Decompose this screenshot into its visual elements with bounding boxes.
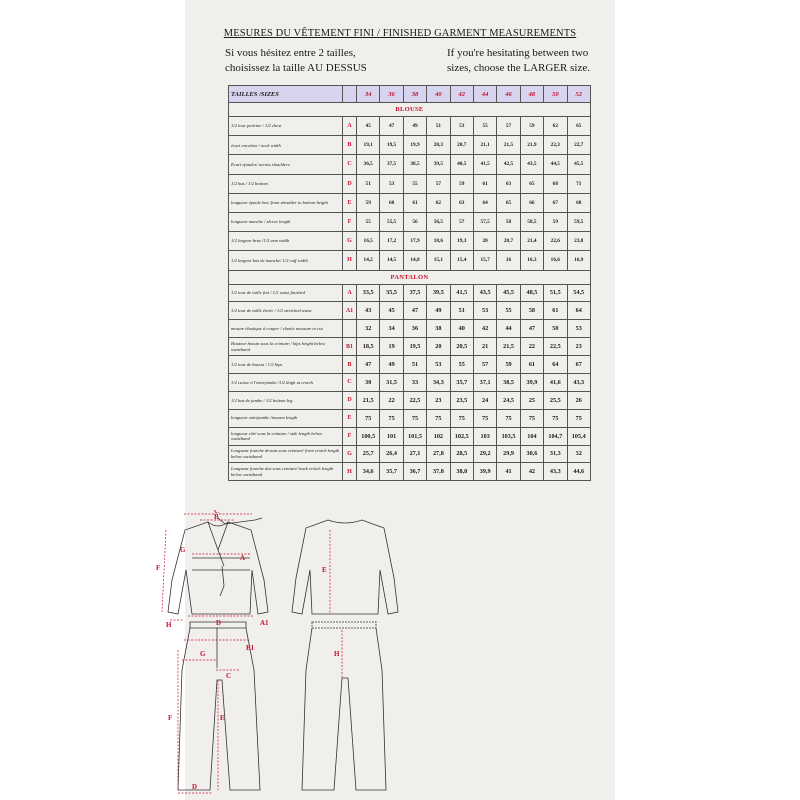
measure-value: 61 xyxy=(520,356,543,374)
measure-value: 75 xyxy=(473,409,496,427)
measure-value: 26 xyxy=(567,391,590,409)
measure-value: 75 xyxy=(497,409,520,427)
measure-value: 41,5 xyxy=(450,284,473,302)
measure-label: 1/2 tour de taille étirée / 1/2 stretched waist xyxy=(229,302,343,320)
measure-value: 19,1 xyxy=(357,136,380,155)
measure-value: 105,4 xyxy=(567,427,590,445)
measure-value: 53 xyxy=(450,117,473,136)
measure-value: 19,9 xyxy=(403,136,426,155)
table-row xyxy=(229,445,591,463)
measure-value: 42,5 xyxy=(497,155,520,174)
measure-value: 64 xyxy=(473,193,496,212)
measure-value: 61 xyxy=(403,193,426,212)
measure-value: 40 xyxy=(450,320,473,338)
measure-value: 75 xyxy=(520,409,543,427)
measure-value: 60 xyxy=(380,193,403,212)
measure-value: 16,9 xyxy=(567,251,590,270)
label-h-pant: H xyxy=(334,650,340,658)
measure-label: 1/2 tour de taille fini / 1/2 waist finished xyxy=(229,284,343,302)
measure-value: 47 xyxy=(520,320,543,338)
label-a1: A1 xyxy=(260,619,269,627)
measure-value: 24,5 xyxy=(497,391,520,409)
measure-value: 17,9 xyxy=(403,232,426,251)
measure-value: 33 xyxy=(403,373,426,391)
table-row xyxy=(229,212,591,231)
measure-value: 31,3 xyxy=(544,445,567,463)
measure-value: 19,3 xyxy=(450,232,473,251)
measure-letter: F xyxy=(343,427,357,445)
measure-value: 103 xyxy=(473,427,496,445)
header-letter-cell xyxy=(343,86,357,103)
measure-value: 14,5 xyxy=(380,251,403,270)
measure-value: 67 xyxy=(544,193,567,212)
measure-value: 39,5 xyxy=(427,155,450,174)
measure-value: 49 xyxy=(403,117,426,136)
table-row xyxy=(229,356,591,374)
measure-letter: B xyxy=(343,136,357,155)
measure-value: 25,7 xyxy=(357,445,380,463)
measure-letter: A xyxy=(343,284,357,302)
measure-value: 104,7 xyxy=(544,427,567,445)
measure-value: 100,5 xyxy=(357,427,380,445)
label-e-pant: E xyxy=(220,714,225,722)
measure-value: 57 xyxy=(450,212,473,231)
measure-value: 75 xyxy=(450,409,473,427)
measure-value: 15,4 xyxy=(450,251,473,270)
measure-value: 50 xyxy=(544,320,567,338)
measure-label: mesure élastique à couper / elastic measure to cut xyxy=(229,320,343,338)
measure-value: 62 xyxy=(544,117,567,136)
measure-value: 57 xyxy=(497,117,520,136)
table-row xyxy=(229,320,591,338)
measure-value: 19,5 xyxy=(380,136,403,155)
measure-value: 23,8 xyxy=(567,232,590,251)
label-g: G xyxy=(180,546,186,554)
measure-label: longueur manche / sleeve length xyxy=(229,212,343,231)
measure-value: 104 xyxy=(520,427,543,445)
measure-value: 71 xyxy=(567,174,590,193)
measure-value: 47 xyxy=(380,117,403,136)
measure-letter: H xyxy=(343,251,357,270)
measure-value: 14,2 xyxy=(357,251,380,270)
table-row xyxy=(229,117,591,136)
measure-value: 55 xyxy=(403,174,426,193)
table-row xyxy=(229,284,591,302)
measure-label: longueur côté sous la ceinture / side length below waistband xyxy=(229,427,343,445)
measure-value: 55 xyxy=(450,356,473,374)
measure-label: longueur entrejambe /inseam length xyxy=(229,409,343,427)
measure-value: 45,5 xyxy=(567,155,590,174)
measure-value: 53 xyxy=(427,356,450,374)
measure-value: 66 xyxy=(520,193,543,212)
table-row xyxy=(229,427,591,445)
measure-value: 16,5 xyxy=(357,232,380,251)
measure-letter: F xyxy=(343,212,357,231)
measure-value: 75 xyxy=(357,409,380,427)
section-title: PANTALON xyxy=(229,270,591,284)
measure-value: 22,5 xyxy=(544,338,567,356)
measure-value: 57,5 xyxy=(473,212,496,231)
measure-letter: C xyxy=(343,373,357,391)
measure-label: 1/2 cuisse à l'entrejambe /1/2 thigh at crotch xyxy=(229,373,343,391)
measure-value: 15,7 xyxy=(473,251,496,270)
measure-letter: A xyxy=(343,117,357,136)
measure-value: 51 xyxy=(403,356,426,374)
measure-value: 16 xyxy=(497,251,520,270)
measure-value: 53 xyxy=(567,320,590,338)
measure-value: 34,3 xyxy=(427,373,450,391)
measure-value: 75 xyxy=(544,409,567,427)
measure-value: 40,5 xyxy=(450,155,473,174)
table-row xyxy=(229,136,591,155)
measure-value: 18,6 xyxy=(427,232,450,251)
size-48: 48 xyxy=(520,86,543,103)
measure-letter: D xyxy=(343,174,357,193)
table-row xyxy=(229,155,591,174)
measure-value: 44 xyxy=(497,320,520,338)
label-h: H xyxy=(166,621,172,629)
measure-value: 101,5 xyxy=(403,427,426,445)
measure-letter: G xyxy=(343,232,357,251)
measure-value: 59,5 xyxy=(567,212,590,231)
measure-value: 58,5 xyxy=(520,212,543,231)
measure-value: 43,5 xyxy=(473,284,496,302)
measure-value: 49 xyxy=(380,356,403,374)
label-f: F xyxy=(156,564,161,572)
table-row xyxy=(229,463,591,481)
table-row xyxy=(229,338,591,356)
size-36: 36 xyxy=(380,86,403,103)
table-row xyxy=(229,373,591,391)
measure-value: 54,5 xyxy=(567,284,590,302)
measure-value: 31,5 xyxy=(380,373,403,391)
measure-value: 36 xyxy=(403,320,426,338)
measure-value: 68 xyxy=(544,174,567,193)
measure-value: 55 xyxy=(357,212,380,231)
measure-value: 47 xyxy=(357,356,380,374)
measure-label: Ecart épaules/ across shoulders xyxy=(229,155,343,174)
measure-label: 1/2 largeur bras /1/2 arm width xyxy=(229,232,343,251)
measure-value: 25,5 xyxy=(544,391,567,409)
measure-value: 33,5 xyxy=(357,284,380,302)
size-44: 44 xyxy=(473,86,496,103)
label-g-pant: G xyxy=(200,650,206,658)
measure-value: 61 xyxy=(473,174,496,193)
measure-value: 21,1 xyxy=(473,136,496,155)
measure-value: 24 xyxy=(473,391,496,409)
measure-value: 45 xyxy=(380,302,403,320)
measure-value: 34,6 xyxy=(357,463,380,481)
label-b: B xyxy=(214,513,219,521)
table-row xyxy=(229,174,591,193)
measure-value: 20,7 xyxy=(450,136,473,155)
measure-value: 48,5 xyxy=(520,284,543,302)
table-row xyxy=(229,251,591,270)
measure-value: 23 xyxy=(567,338,590,356)
sheet-title: MESURES DU VÊTEMENT FINI / FINISHED GARMENT MEASUREMENTS xyxy=(223,28,577,39)
measure-value: 21 xyxy=(473,338,496,356)
measure-value: 39,9 xyxy=(473,463,496,481)
measure-value: 59 xyxy=(497,356,520,374)
blouse-back-drawing xyxy=(292,520,398,614)
measure-value: 23,5 xyxy=(450,391,473,409)
measure-value: 37,1 xyxy=(473,373,496,391)
measure-value: 38 xyxy=(427,320,450,338)
measure-label: 1/2 bas de jambe / 1/2 bottom leg xyxy=(229,391,343,409)
measure-value: 75 xyxy=(567,409,590,427)
measure-value: 23 xyxy=(427,391,450,409)
measure-letter: B xyxy=(343,356,357,374)
measure-value: 16,3 xyxy=(520,251,543,270)
measure-letter: H xyxy=(343,463,357,481)
measure-value: 59 xyxy=(520,117,543,136)
measure-value: 56 xyxy=(403,212,426,231)
measure-value: 51 xyxy=(357,174,380,193)
measure-value: 19 xyxy=(380,338,403,356)
measure-value: 62 xyxy=(427,193,450,212)
measure-value: 35,7 xyxy=(450,373,473,391)
measure-value: 58 xyxy=(497,212,520,231)
measure-value: 75 xyxy=(427,409,450,427)
measure-value: 39,9 xyxy=(520,373,543,391)
measure-value: 35,7 xyxy=(380,463,403,481)
size-42: 42 xyxy=(450,86,473,103)
measure-value: 28,5 xyxy=(450,445,473,463)
size-52: 52 xyxy=(567,86,590,103)
measure-value: 20 xyxy=(473,232,496,251)
measure-label: Longueur fourche devant sous ceinture/ front crotch length below waistband xyxy=(229,445,343,463)
size-46: 46 xyxy=(497,86,520,103)
measure-value: 45 xyxy=(357,117,380,136)
measure-value: 43,3 xyxy=(567,373,590,391)
measure-value: 51 xyxy=(450,302,473,320)
measure-label: Longueur fourche dos sous ceinture/ back crotch length below waistband xyxy=(229,463,343,481)
measure-letter: B1 xyxy=(343,338,357,356)
measure-value: 65 xyxy=(567,117,590,136)
measure-value: 26,4 xyxy=(380,445,403,463)
measure-value: 21,4 xyxy=(520,232,543,251)
measure-value: 41,6 xyxy=(544,373,567,391)
measure-value: 38,5 xyxy=(403,155,426,174)
measure-value: 58 xyxy=(520,302,543,320)
label-c-pant: C xyxy=(226,672,232,680)
measure-value: 42 xyxy=(520,463,543,481)
measure-value: 53 xyxy=(380,174,403,193)
measure-value: 53 xyxy=(473,302,496,320)
blouse-front-drawing xyxy=(168,518,268,614)
measure-value: 20,3 xyxy=(427,136,450,155)
measure-letter: D xyxy=(343,391,357,409)
measure-value: 56,5 xyxy=(427,212,450,231)
label-e-back: E xyxy=(322,566,327,574)
label-d-pant: D xyxy=(192,783,198,791)
section-header-pantalon xyxy=(229,270,591,284)
measure-letter: G xyxy=(343,445,357,463)
measure-letter: C xyxy=(343,155,357,174)
measure-value: 21,5 xyxy=(497,136,520,155)
measure-value: 102,5 xyxy=(450,427,473,445)
measure-value: 22 xyxy=(380,391,403,409)
size-header-label: TAILLES /SIZES xyxy=(229,86,343,103)
measure-value: 36,7 xyxy=(403,463,426,481)
size-50: 50 xyxy=(544,86,567,103)
measure-value: 30,6 xyxy=(520,445,543,463)
measure-value: 22 xyxy=(520,338,543,356)
measure-value: 75 xyxy=(380,409,403,427)
measure-label: 1/2 tour poitrine / 1/2 chest xyxy=(229,117,343,136)
measure-value: 37,8 xyxy=(427,463,450,481)
label-d: D xyxy=(216,619,222,627)
measure-value: 38,5 xyxy=(497,373,520,391)
measure-value: 43 xyxy=(357,302,380,320)
measure-value: 49 xyxy=(427,302,450,320)
measure-value: 47 xyxy=(403,302,426,320)
pants-back-drawing xyxy=(302,622,386,790)
measure-value: 41 xyxy=(497,463,520,481)
measure-value: 30 xyxy=(357,373,380,391)
intro-french: Si vous hésitez entre 2 tailles, choisissez la taille AU DESSUS xyxy=(225,47,367,74)
measure-value: 16,6 xyxy=(544,251,567,270)
measure-value: 44,6 xyxy=(567,463,590,481)
measure-value: 42 xyxy=(473,320,496,338)
measure-value: 19,5 xyxy=(403,338,426,356)
measure-value: 27,1 xyxy=(403,445,426,463)
measure-value: 75 xyxy=(403,409,426,427)
measure-label: 1/2 tour de bassin / 1/2 hips xyxy=(229,356,343,374)
measure-label: 1/2 largeur bas de manche/ 1/2 cuff width xyxy=(229,251,343,270)
label-f-pant: F xyxy=(168,714,173,722)
measure-value: 101 xyxy=(380,427,403,445)
measure-value: 32 xyxy=(567,445,590,463)
table-row xyxy=(229,302,591,320)
measure-value: 64 xyxy=(544,356,567,374)
measure-value: 29,2 xyxy=(473,445,496,463)
measure-value: 20,7 xyxy=(497,232,520,251)
measure-value: 22,3 xyxy=(544,136,567,155)
measure-value: 18,5 xyxy=(357,338,380,356)
measure-value: 67 xyxy=(567,356,590,374)
measure-value: 38,8 xyxy=(450,463,473,481)
measure-value: 65 xyxy=(497,193,520,212)
measure-letter: E xyxy=(343,193,357,212)
section-title: BLOUSE xyxy=(229,103,591,117)
label-c: C xyxy=(214,510,220,515)
measure-value: 63 xyxy=(497,174,520,193)
measure-letter xyxy=(343,320,357,338)
measure-value: 37,5 xyxy=(403,284,426,302)
measure-value: 55 xyxy=(473,117,496,136)
measure-value: 55 xyxy=(497,302,520,320)
measure-label: écart encolure / neck width xyxy=(229,136,343,155)
label-b1: B1 xyxy=(246,644,255,652)
measure-value: 61 xyxy=(544,302,567,320)
measure-value: 65 xyxy=(520,174,543,193)
measure-value: 51,5 xyxy=(544,284,567,302)
measure-value: 14,8 xyxy=(403,251,426,270)
measure-value: 44,5 xyxy=(544,155,567,174)
measure-value: 21,5 xyxy=(497,338,520,356)
table-row xyxy=(229,409,591,427)
measure-letter: E xyxy=(343,409,357,427)
measure-value: 21,5 xyxy=(357,391,380,409)
measure-value: 32 xyxy=(357,320,380,338)
table-row xyxy=(229,232,591,251)
measure-value: 59 xyxy=(357,193,380,212)
measure-letter: A1 xyxy=(343,302,357,320)
measure-value: 22,7 xyxy=(567,136,590,155)
measure-value: 35,5 xyxy=(380,284,403,302)
section-header-blouse xyxy=(229,103,591,117)
measure-label: 1/2 bas / 1/2 bottom xyxy=(229,174,343,193)
measure-value: 17,2 xyxy=(380,232,403,251)
measure-value: 41,5 xyxy=(473,155,496,174)
measure-value: 36,5 xyxy=(357,155,380,174)
measure-value: 57 xyxy=(473,356,496,374)
intro-english: If you're hesitating between two sizes, choose the LARGER size. xyxy=(447,47,590,74)
header-row xyxy=(229,86,591,103)
measure-label: Hauteur bassin sous la ceinture / hips height below waistband xyxy=(229,338,343,356)
measure-value: 45,5 xyxy=(497,284,520,302)
measure-value: 25 xyxy=(520,391,543,409)
measure-value: 21,9 xyxy=(520,136,543,155)
measure-value: 43,3 xyxy=(544,463,567,481)
measure-value: 39,5 xyxy=(427,284,450,302)
garment-diagram xyxy=(120,510,420,795)
size-40: 40 xyxy=(427,86,450,103)
measure-value: 20,5 xyxy=(450,338,473,356)
measure-value: 63 xyxy=(450,193,473,212)
measure-value: 68 xyxy=(567,193,590,212)
measure-value: 29,9 xyxy=(497,445,520,463)
measure-value: 22,5 xyxy=(403,391,426,409)
measure-value: 37,5 xyxy=(380,155,403,174)
size-chart-table xyxy=(228,85,591,481)
measure-value: 59 xyxy=(450,174,473,193)
size-38: 38 xyxy=(403,86,426,103)
measure-value: 51 xyxy=(427,117,450,136)
measure-value: 64 xyxy=(567,302,590,320)
measure-value: 43,5 xyxy=(520,155,543,174)
measure-value: 57 xyxy=(427,174,450,193)
measure-value: 55,5 xyxy=(380,212,403,231)
label-a: A xyxy=(240,554,246,562)
measure-value: 22,6 xyxy=(544,232,567,251)
measure-value: 27,8 xyxy=(427,445,450,463)
measure-value: 34 xyxy=(380,320,403,338)
measure-value: 20 xyxy=(427,338,450,356)
measure-value: 102 xyxy=(427,427,450,445)
measure-value: 15,1 xyxy=(427,251,450,270)
size-34: 34 xyxy=(357,86,380,103)
measure-value: 59 xyxy=(544,212,567,231)
measure-value: 103,5 xyxy=(497,427,520,445)
table-row xyxy=(229,391,591,409)
measure-label: longueur épaule bas /from shoulder to bottom height xyxy=(229,193,343,212)
table-row xyxy=(229,193,591,212)
